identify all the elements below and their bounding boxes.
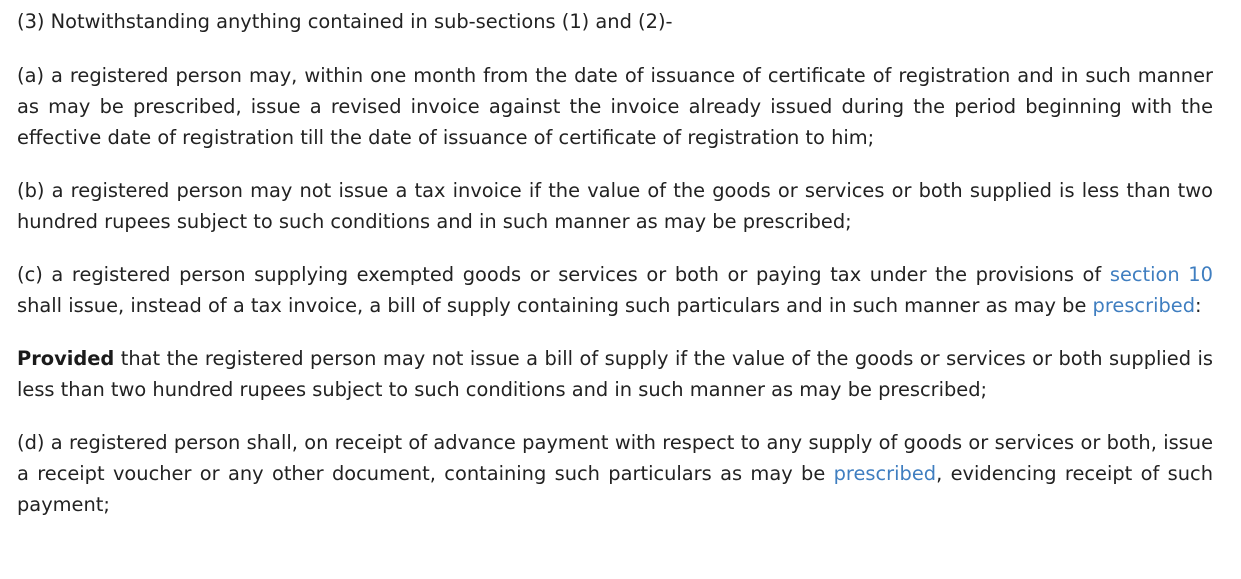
clause-d — [17, 427, 1213, 520]
sub-section-3-heading — [17, 6, 1213, 37]
section-10-link[interactable]: section 10 — [1109, 263, 1213, 286]
clause-c-text-after: : — [1195, 294, 1202, 317]
clause-c — [17, 259, 1213, 321]
clause-d-text-after: , evidencing receipt of such payment; — [17, 462, 1213, 516]
proviso — [17, 343, 1213, 405]
prescribed-link-d[interactable]: prescribed — [833, 462, 937, 485]
clause-a-text: (a) a registered person may, within one month from the date of issuance of certificate of registration and in such manner as may be prescribed, issue a revised invoice against the invoice already issued during the period beginning with the effective date of registration till the date of issuance of certificate of registration to him; — [17, 64, 1213, 149]
clause-a — [17, 60, 1213, 153]
sub-section-3-text: (3) Notwithstanding anything contained in sub-sections (1) and (2)- — [17, 10, 673, 33]
clause-d-text-before: (d) a registered person shall, on receipt of advance payment with respect to any supply of goods or services or both, issue a receipt voucher or any other document, containing such particulars as may be — [17, 431, 1213, 485]
clause-b — [17, 175, 1213, 237]
prescribed-link-c[interactable]: prescribed — [1092, 294, 1196, 317]
clause-c-text-middle: shall issue, instead of a tax invoice, a bill of supply containing such particulars and in such manner as may be — [17, 294, 1093, 317]
proviso-text: that the registered person may not issue a bill of supply if the value of the goods or services or both supplied is less than two hundred rupees subject to such conditions and in such manner as may be prescribed; — [17, 347, 1213, 401]
clause-b-text: (b) a registered person may not issue a tax invoice if the value of the goods or services or both supplied is less than two hundred rupees subject to such conditions and in such manner as may be prescribed; — [17, 179, 1213, 233]
clause-c-text-before: (c) a registered person supplying exempted goods or services or both or paying tax under the provisions of — [17, 263, 1110, 286]
proviso-bold-label: Provided — [17, 347, 115, 370]
